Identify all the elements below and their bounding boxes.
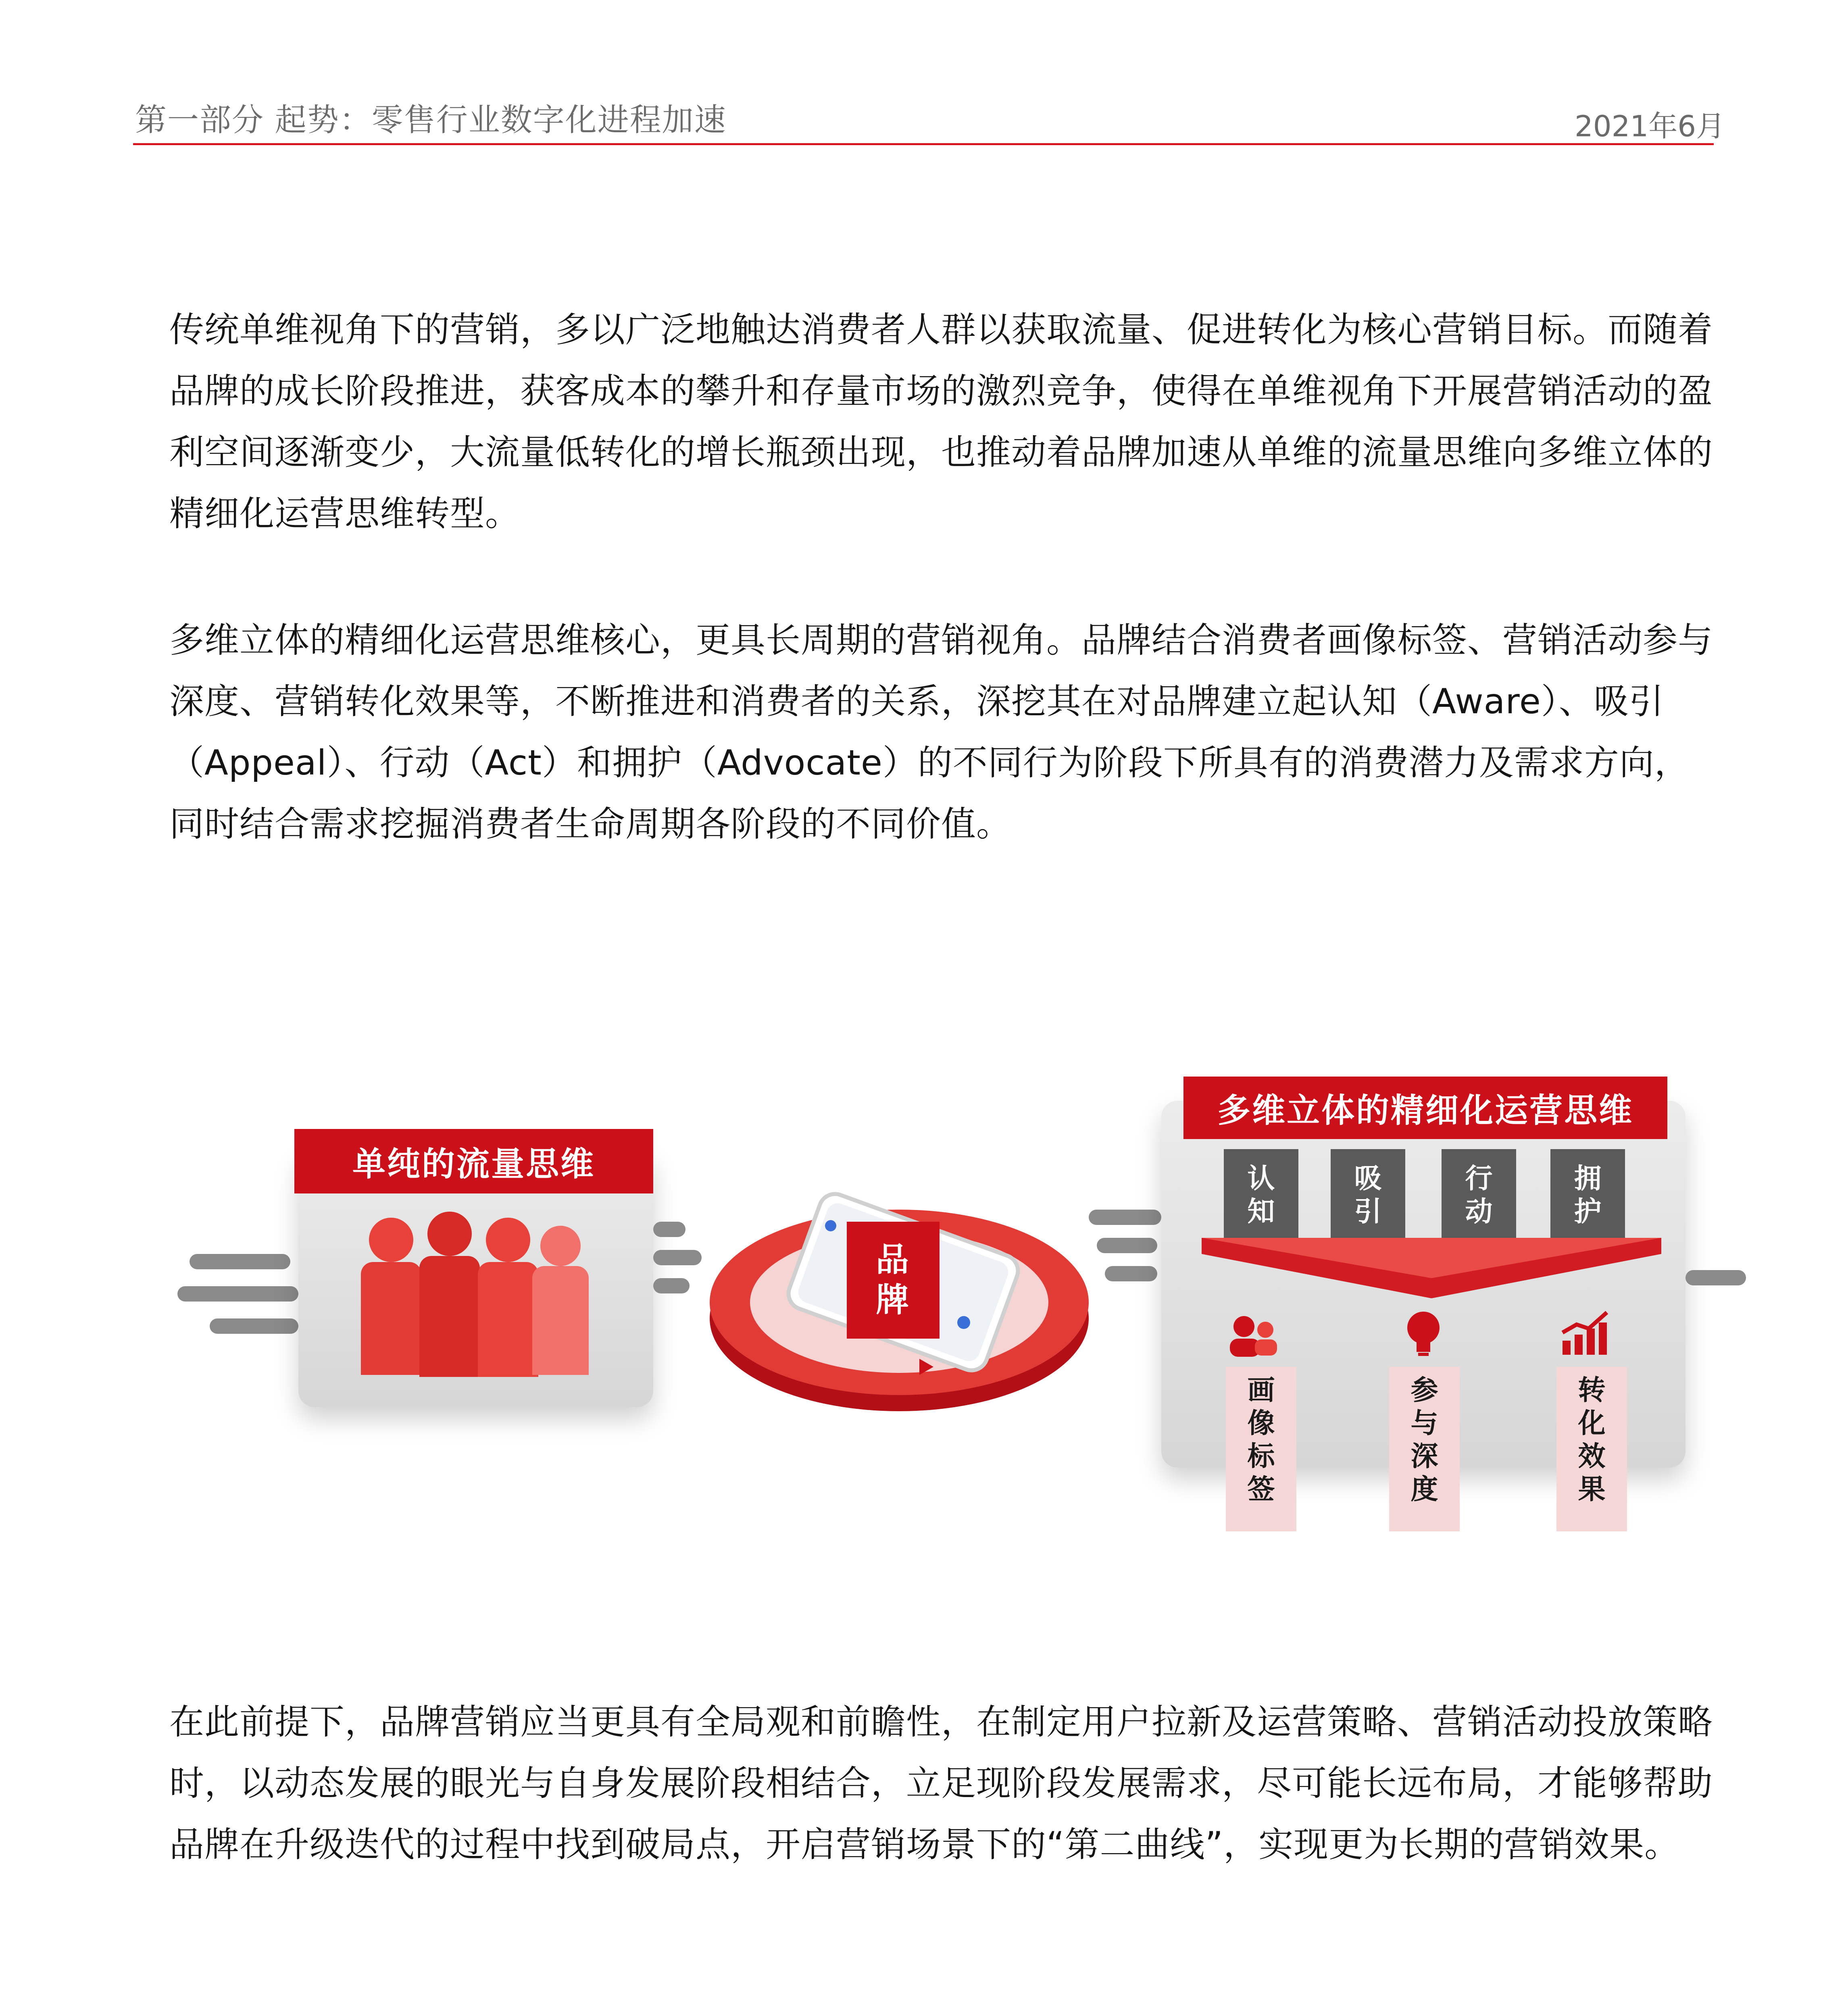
metric-engagement-depth: 参与深度 (1389, 1367, 1460, 1531)
connector-line (1089, 1210, 1161, 1225)
stage-aware: 认知 (1224, 1149, 1298, 1242)
connector-line (1105, 1266, 1157, 1281)
header-divider (133, 143, 1714, 145)
connector-line (653, 1250, 702, 1265)
text-line: 利空间逐渐变少，大流量低转化的增长瓶颈出现，也推动着品牌加速从单维的流量思维向多维立体的 (169, 432, 1713, 473)
paragraph-2 (169, 610, 1713, 855)
speed-line (177, 1286, 298, 1302)
lightbulb-icon (1393, 1308, 1454, 1357)
stage-advocate: 拥护 (1550, 1149, 1625, 1242)
text-line: 深度、营销转化效果等，不断推进和消费者的关系，深挖其在对品牌建立起认知（Aware）、吸引 (169, 681, 1664, 722)
text-line: 品牌在升级迭代的过程中找到破局点，开启营销场景下的“第二曲线”，实现更为长期的营销效果。 (169, 1824, 1680, 1865)
text-line: 在此前提下，品牌营销应当更具有全局观和前瞻性，在制定用户拉新及运营策略、营销活动投放策略 (169, 1702, 1713, 1742)
text-line: 传统单维视角下的营销，多以广泛地触达消费者人群以获取流量、促进转化为核心营销目标。而随着 (169, 310, 1713, 350)
marketing-mindset-diagram (0, 1028, 1848, 1552)
refined-ops-title: 多维立体的精细化运营思维 (1183, 1077, 1667, 1139)
speed-line (190, 1254, 290, 1269)
text-line: 品牌的成长阶段推进，获客成本的攀升和存量市场的激烈竞争，使得在单维视角下开展营销活动的盈 (169, 371, 1713, 411)
brand-text: 品牌 (875, 1241, 910, 1319)
paragraph-1 (169, 299, 1713, 544)
paragraph-3 (169, 1691, 1713, 1875)
text-line: 多维立体的精细化运营思维核心，更具长周期的营销视角。品牌结合消费者画像标签、营销活动参与 (169, 620, 1713, 660)
growth-chart-icon (1554, 1308, 1615, 1357)
stage-appeal: 吸引 (1331, 1149, 1405, 1242)
connector-line (653, 1222, 685, 1237)
connector-line (1097, 1238, 1157, 1253)
connector-line (653, 1278, 690, 1293)
brand-label (847, 1222, 940, 1339)
metric-conversion-effect: 转化效果 (1556, 1367, 1627, 1531)
text-line: 精细化运营思维转型。 (169, 494, 520, 534)
stage-act: 行动 (1442, 1149, 1516, 1242)
user-profile-icon (1222, 1310, 1282, 1359)
metric-profile-tags: 画像标签 (1226, 1367, 1296, 1531)
report-date: 2021年6月 (1574, 109, 1725, 143)
text-line: 同时结合需求挖掘消费者生命周期各阶段的不同价值。 (169, 804, 1011, 844)
speed-line (1685, 1270, 1746, 1285)
funnel-arrow (1202, 1238, 1661, 1302)
speed-line (210, 1318, 298, 1334)
section-title: 第一部分 起势：零售行业数字化进程加速 (135, 102, 727, 138)
traffic-mindset-title: 单纯的流量思维 (294, 1129, 653, 1193)
text-line: （Appeal）、行动（Act）和拥护（Advocate）的不同行为阶段下所具有的消费潜力及需求方向， (169, 743, 1690, 783)
text-line: 时，以动态发展的眼光与自身发展阶段相结合，立足现阶段发展需求，尽可能长远布局，才能够帮助 (169, 1763, 1713, 1804)
